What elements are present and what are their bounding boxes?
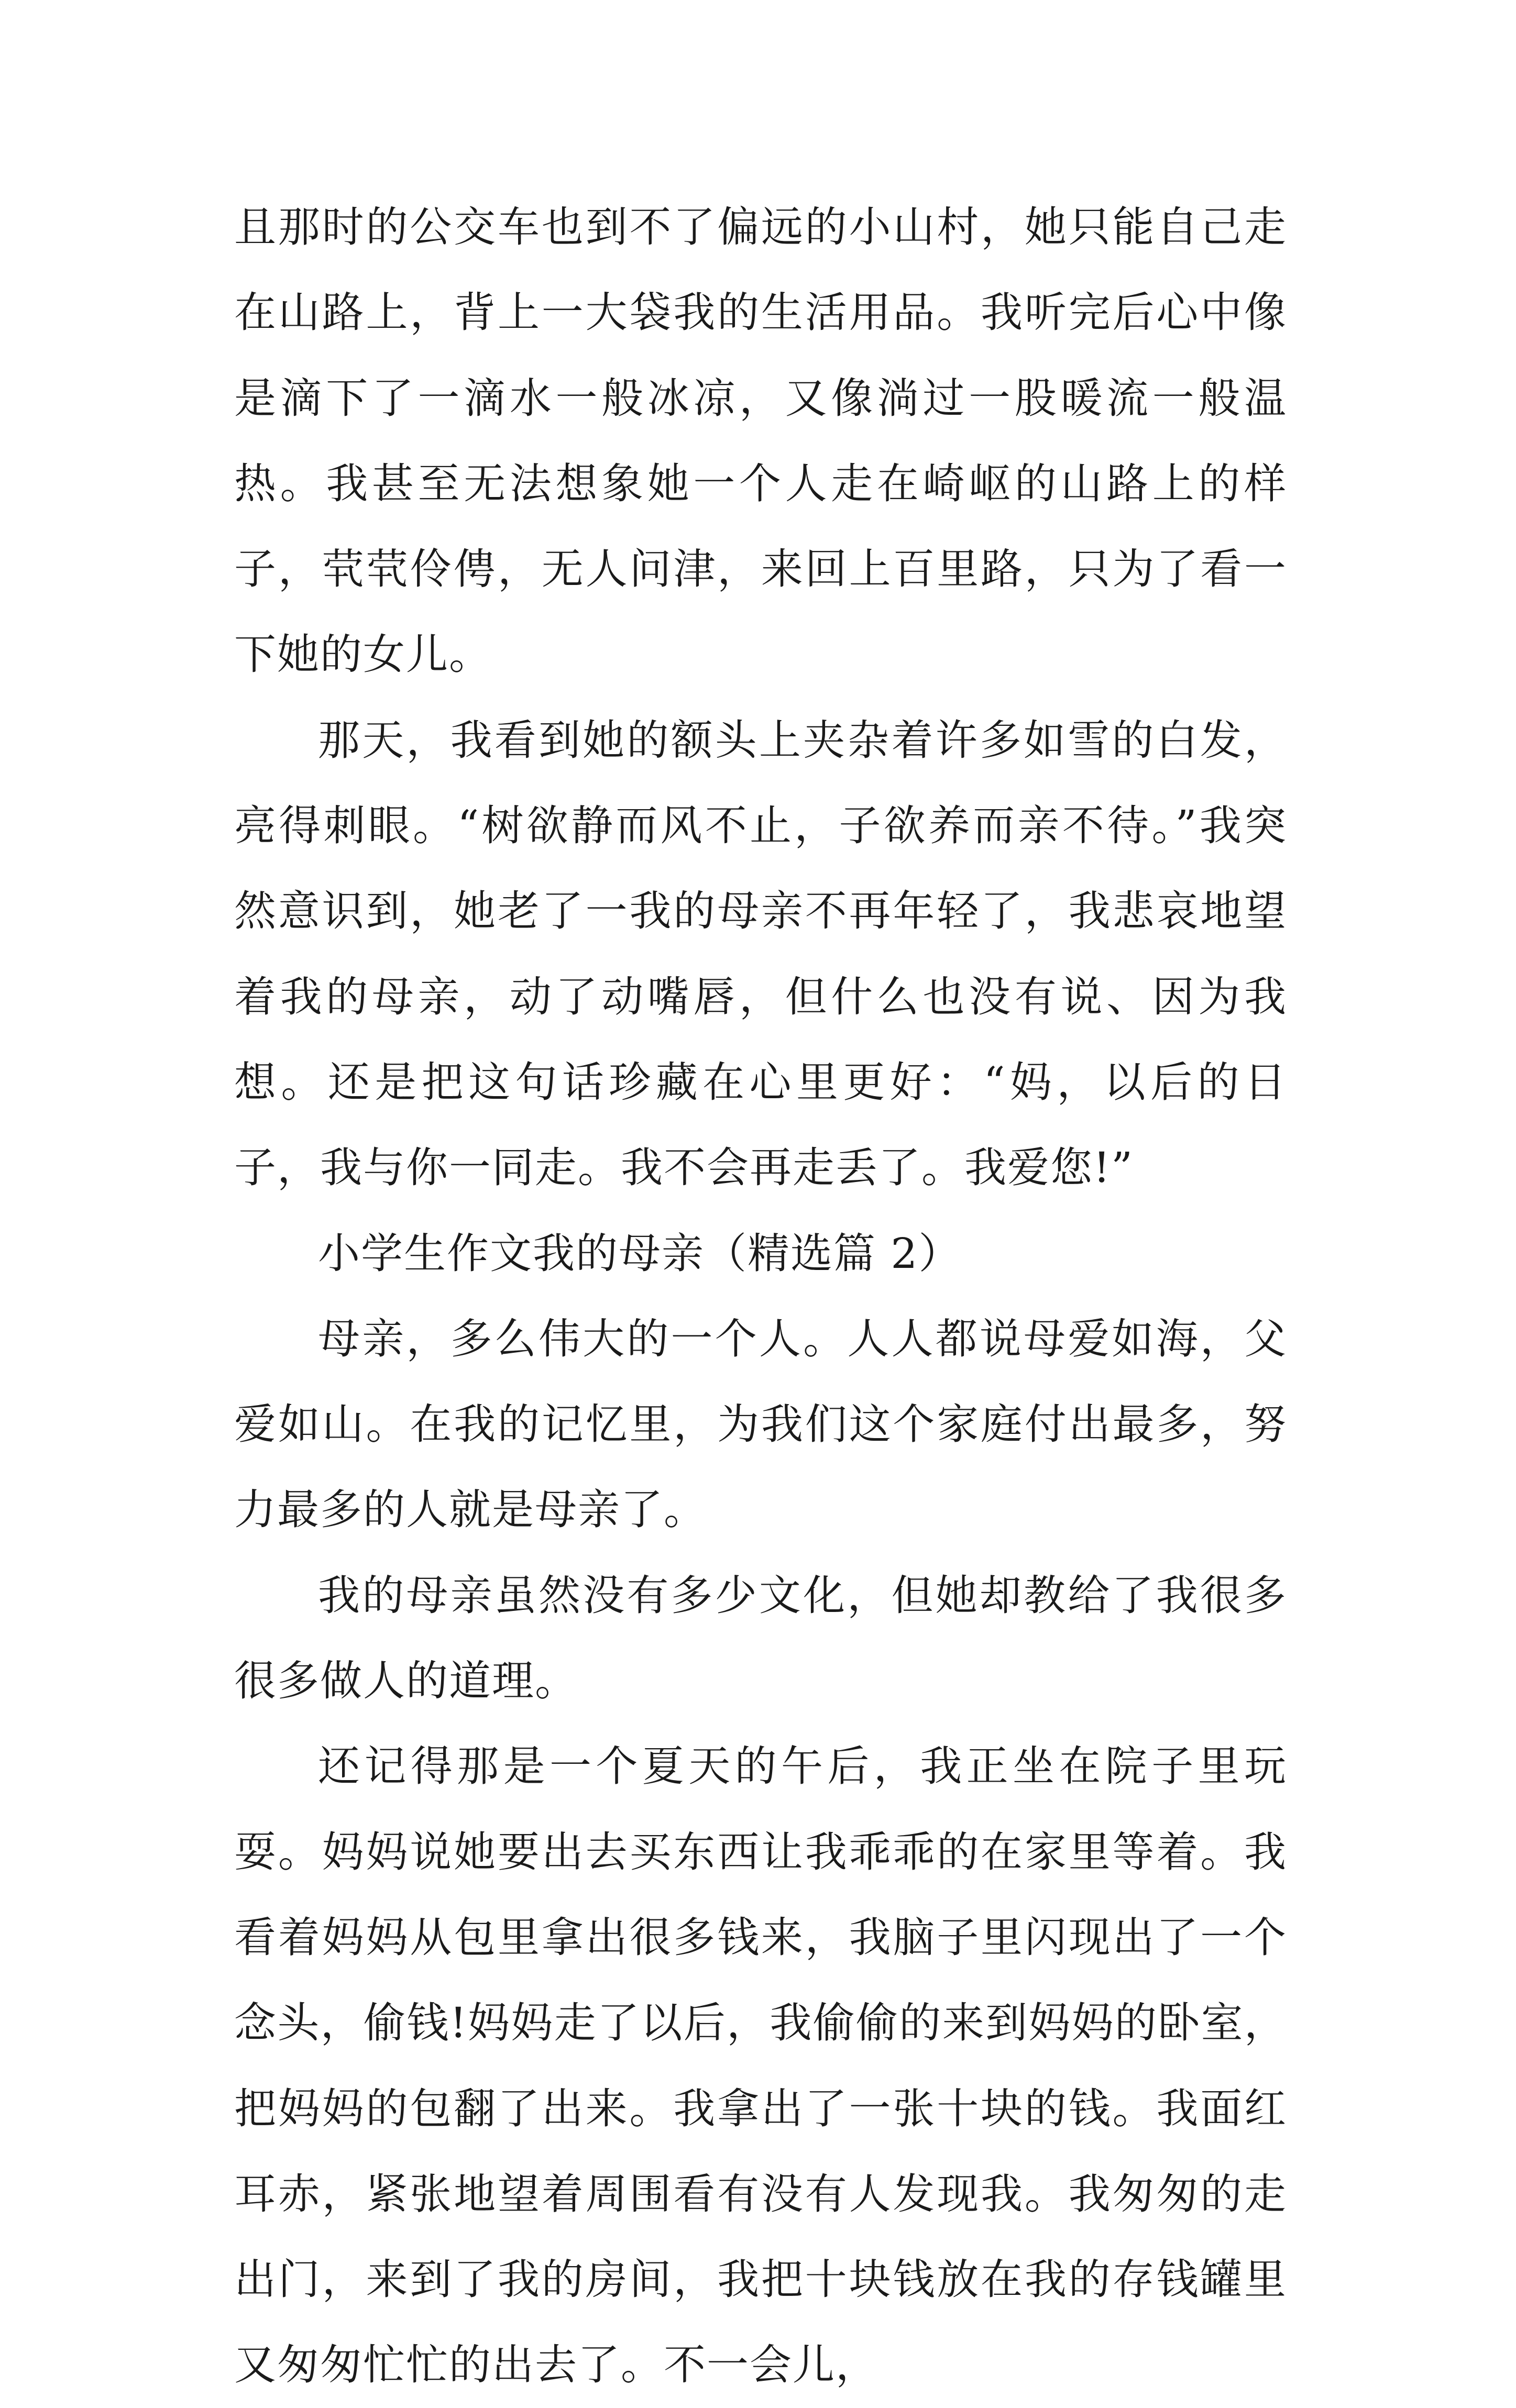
paragraph-white-hair: 那天，我看到她的额头上夹杂着许多如雪的白发，亮得刺眼。“树欲静而风不止，子欲养而亲不待。”我突然意识到，她老了一我的母亲不再年轻了，我悲哀地望着我的母亲，动了动嘴唇，但什么也没有说、因为我想。还是把这句话珍藏在心里更好：“妈，以后的日子，我与你一同走。我不会再走丢了。我爱您!” [234, 715, 1287, 1192]
paragraph-continuation: 且那时的公交车也到不了偏远的小山村，她只能自己走在山路上，背上一大袋我的生活用品。我听完后心中像是滴下了一滴水一般冰凉，又像淌过一股暖流一般温热。我甚至无法想象她一个人走在崎岖的山路上的样子，茕茕伶俜，无人问津，来回上百里路，只为了看一下她的女儿。 [234, 203, 1287, 679]
section-heading: 小学生作文我的母亲（精选篇 2） [318, 1229, 962, 1278]
document-body [234, 184, 1287, 2408]
paragraph-mother-intro: 母亲，多么伟大的一个人。人人都说母爱如海，父爱如山。在我的记忆里，为我们这个家庭付出最多，努力最多的人就是母亲了。 [234, 1314, 1287, 1534]
paragraph-summer-afternoon: 还记得那是一个夏天的午后，我正坐在院子里玩耍。妈妈说她要出去买东西让我乖乖的在家里等着。我看着妈妈从包里拿出很多钱来，我脑子里闪现出了一个念头，偷钱!妈妈走了以后，我偷偷的来到妈妈的卧室，把妈妈的包翻了出来。我拿出了一张十块的钱。我面红耳赤，紧张地望着周围看有没有人发现我。我匆匆的走出门，来到了我的房间，我把十块钱放在我的存钱罐里又匆匆忙忙的出去了。不一会儿， [234, 1742, 1287, 2390]
paragraph-mother-lessons: 我的母亲虽然没有多少文化，但她却教给了我很多很多做人的道理。 [234, 1571, 1287, 1706]
